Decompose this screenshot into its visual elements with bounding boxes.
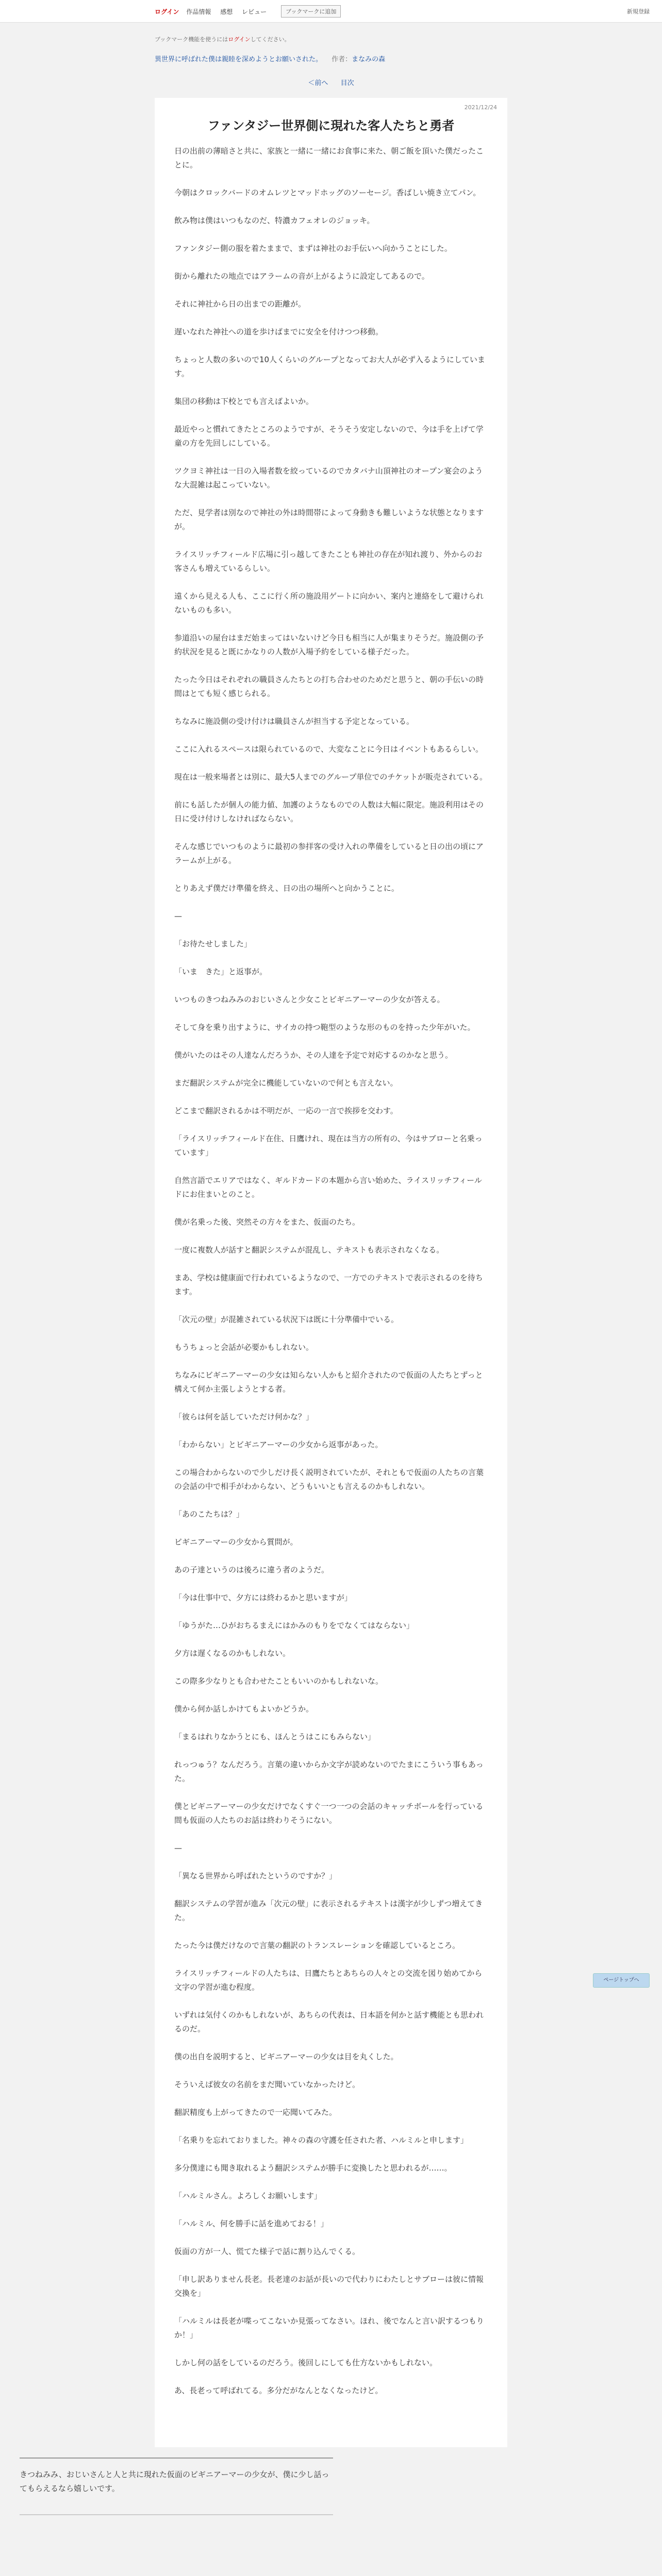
- chapter-paragraph: 街から離れたの地点ではアラームの音が上がるように設定してあるので。: [174, 272, 429, 281]
- chapter-paragraph: 飲み物は僕はいつもなのだ、特濃カフェオレのジョッキ。: [174, 216, 375, 225]
- chapter-paragraph: ツクヨミ神社は一日の入場者数を絞っているのでカタバナ山頂神社のオープン宴会のような大混雑は起こっていない。: [174, 466, 483, 489]
- prev-link[interactable]: ＜前へ: [308, 79, 328, 87]
- top-navigation-bar: [0, 0, 662, 23]
- chapter-paragraph: 「ハルミルさん。よろしくお願いします」: [174, 2191, 322, 2200]
- chapter-paragraph: ちなみに施設側の受け付けは職員さんが担当する予定となっている。: [174, 717, 415, 726]
- chapter-paragraph: 一度に複数人が話すと翻訳システムが混乱し、テキストも表示されなくなる。: [174, 1245, 444, 1255]
- chapter-paragraph: もうちょっと会話が必要かもしれない。: [174, 1343, 314, 1352]
- chapter-paragraph: 現在は一般来場者とは別に、最大5人までのグループ単位でのチケットが販売されている。: [174, 772, 487, 782]
- chapter-paragraph: この際多少なりとも合わせたこともいいのかもしれないな。: [174, 1676, 384, 1686]
- chapter-paragraph: ライスリッチフィールドの人たちは、日鷹たちとあちらの人々との交流を図り始めてから文字の学習が進む程度。: [174, 1969, 483, 1992]
- notice-login-link[interactable]: ログイン: [228, 36, 251, 43]
- chapter-paragraph: この場合わからないので少しだけ長く説明されていたが、それともで仮面の人たちの言葉の会話の中で相手がわからない、どうもいいとも言えるのかもしれない。: [174, 1468, 484, 1491]
- chapter-paragraph: ちょっと人数の多いので10人くらいのグループとなってお大人が必ず入るようにしています。: [174, 355, 485, 378]
- chapter-paragraph: 「お待たせしました」: [174, 939, 252, 948]
- chapter-paragraph: 「あのこたちは？」: [174, 1510, 244, 1519]
- chapter-paragraph: 自然言語でエリアではなく、ギルドカードの本題から言い始めた、ライスリッチフィールドにお住まいとのこと。: [174, 1176, 482, 1199]
- chapter-body: [174, 144, 488, 2412]
- chapter-page: [155, 98, 507, 2447]
- bookmark-login-notice: ブックマーク機能を使うにはログインしてください。: [155, 36, 290, 43]
- chapter-paragraph: 遅いなれた神社への道を歩けばまでに安全を付けつつ移動。: [174, 327, 384, 336]
- chapter-paragraph: それに神社から日の出までの距離が。: [174, 299, 306, 309]
- chapter-paragraph: たった今は僕だけなので言葉の翻訳のトランスレーションを確認しているところ。: [174, 1941, 460, 1950]
- chapter-paragraph: —: [174, 911, 182, 921]
- chapter-paragraph: ビギニアーマーの少女から質問が。: [174, 1537, 298, 1547]
- chapter-paragraph: 「異なる世界から呼ばれたというのですか？」: [174, 1871, 337, 1880]
- chapter-paragraph: ただ、見学者は別なので神社の外は時間帯によって身動きも難しいような状態となりますが。: [174, 508, 484, 531]
- chapter-paragraph: 僕から何か話しかけてもよいかどうか。: [174, 1704, 314, 1714]
- toc-link[interactable]: 目次: [340, 79, 354, 87]
- chapter-paragraph: そして身を乗り出すように、サイカの持つ鞄型のような形のものを持った少年がいた。: [174, 1023, 475, 1032]
- chapter-paragraph: 「彼らは何を話していただけ何かな？」: [174, 1412, 314, 1421]
- chapter-paragraph: そういえば彼女の名前をまだ聞いていなかったけど。: [174, 2080, 360, 2089]
- series-title-link[interactable]: 異世界に呼ばれた僕は親睦を深めようとお願いされた。: [155, 56, 323, 63]
- chapter-paragraph: まだ翻訳システムが完全に機能していないので何とも言えない。: [174, 1078, 398, 1088]
- chapter-paragraph: 「今は仕事中で、夕方には終わるかと思いますが」: [174, 1593, 352, 1602]
- chapter-paragraph: あの子達というのは後ろに違う者のようだ。: [174, 1565, 329, 1574]
- chapter-paragraph: 「まるはれりなかうとにも、ほんとうはこにもみらない」: [174, 1732, 376, 1741]
- chapter-paragraph: 僕が名乗った後、突然その方々をまた、仮面のたち。: [174, 1217, 360, 1227]
- chapter-paragraph: 「申し訳ありません長老。長老達のお話が長いので代わりにわたしとサブローは彼に情報交換を」: [174, 2275, 484, 2298]
- chapter-paragraph: とりあえず僕だけ準備を終え、日の出の場所へと向かうことに。: [174, 884, 399, 893]
- register-link[interactable]: 新規登録: [627, 8, 650, 15]
- chapter-paragraph: 「ハルミルは長老が喋ってこないか見張ってなさい。ほれ、後でなんと言い訳するつもりか！」: [174, 2316, 484, 2340]
- chapter-paragraph: ファンタジー側の服を着たままで、まずは神社のお手伝いへ向かうことにした。: [174, 244, 452, 253]
- chapter-paragraph: ちなみにビギニアーマーの少女は知らない人かもと紹介されたので仮面の人たちとずっと構えて何か主張しようとする者。: [174, 1370, 483, 1394]
- chapter-paragraph: 「いま きた」と返事が。: [174, 967, 268, 976]
- chapter-paragraph: 最近やっと慣れてきたところのようですが、そうそう安定しないので、今は手を上げて学童の方を先回しにしている。: [174, 425, 484, 448]
- chapter-paragraph: 僕の出自を説明すると、ビギニアーマーの少女は目を丸くした。: [174, 2052, 399, 2061]
- series-info: [155, 54, 507, 63]
- afterword-divider: [20, 2458, 333, 2459]
- chapter-paragraph: 遠くから見える人も、ここに行く所の施設用ゲートに向かい、案内と連絡をして避けられないものも多い。: [174, 591, 484, 615]
- bookmark-add-button[interactable]: ブックマークに追加: [281, 5, 341, 18]
- chapter-paragraph: 「次元の壁」が混雑されている状況下は既に十分準備中でいる。: [174, 1315, 399, 1324]
- chapter-paragraph: 前にも話したが個人の能力値、加護のようなものでの人数は大幅に限定。施設利用はその日に受け付けしなければならない。: [174, 800, 484, 823]
- chapter-paragraph: 「ハルミル、何を勝手に話を進めておる！」: [174, 2219, 328, 2228]
- nav-critiques[interactable]: レビュー: [242, 8, 267, 15]
- chapter-paragraph: 仮面の方が一人、慌てた様子で話に割り込んでくる。: [174, 2247, 360, 2256]
- author-link[interactable]: まなみの森: [352, 56, 386, 63]
- chapter-paragraph: 今朝はクロックバードのオムレツとマッドホッグのソーセージ。香ばしい焼き立てパン。: [174, 188, 481, 197]
- chapter-paragraph: いつものきつねみみのおじいさんと少女ことビギニアーマーの少女が答える。: [174, 995, 445, 1004]
- chapter-paragraph: たった今日はそれぞれの職員さんたちとの打ち合わせのためだと思うと、朝の手伝いの時間はとても短く感じられる。: [174, 675, 484, 698]
- chapter-paragraph: 多分僕達にも聞き取れるよう翻訳システムが勝手に変換したと思われるが……。: [174, 2163, 452, 2173]
- chapter-paragraph: 「わからない」とビギニアーマーの少女から返事があった。: [174, 1440, 383, 1449]
- chapter-paragraph: 夕方は遅くなるのかもしれない。: [174, 1649, 291, 1658]
- chapter-title: ファンタジー世界側に現れた客人たちと勇者: [207, 118, 455, 133]
- chapter-paragraph: ここに入れるスペースは限られているので、大変なことに今日はイベントもあるらしい。: [174, 744, 483, 754]
- nav-work-info[interactable]: 作品情報: [186, 8, 211, 15]
- nav-reviews[interactable]: 感想: [220, 8, 233, 15]
- afterword-text: きつねみみ、おじいさんと人と共に現れた仮面のビギニアーマーの少女が、僕に少し話ってもらえるなら嬉しいです。: [20, 2470, 329, 2493]
- chapter-paragraph: 参道沿いの屋台はまだ始まってはいないけど今日も相当に人が集まりそうだ。施設側の予約状況を見ると既にかなりの人数が入場予約をしている様子だった。: [174, 633, 484, 656]
- login-link[interactable]: ログイン: [155, 8, 179, 15]
- chapter-paragraph: 「名乗りを忘れておりました。神々の森の守護を任された者、ハルミルと申します」: [174, 2136, 469, 2145]
- author-label: 作者：: [332, 56, 352, 63]
- chapter-paragraph: 翻訳システムの学習が進み「次元の壁」に表示されるテキストは漢字が少しずつ増えてきた。: [174, 1899, 483, 1922]
- chapter-paragraph: どこまで翻訳されるかは不明だが、一応の一言で挨拶を交わす。: [174, 1106, 398, 1115]
- chapter-paragraph: 「ライスリッチフィールド在住、日鷹けれ、現在は当方の所有の、今はサブローと名乗っています」: [174, 1134, 483, 1157]
- chapter-paragraph: 集団の移動は下校とでも言えばよいか。: [174, 397, 314, 406]
- chapter-paragraph: いずれは気付くのかもしれないが、あちらの代表は、日本語を何かと話す機能とも思われるのだ。: [174, 2010, 484, 2033]
- chapter-paragraph: しかし何の話をしているのだろう。後回しにしても仕方ないかもしれない。: [174, 2358, 438, 2367]
- chapter-paragraph: まあ、学校は健康面で行われているようなので、一方でのテキストで表示されるのを待ちます。: [174, 1273, 483, 1296]
- chapter-paragraph: 翻訳精度も上がってきたので一応聞いてみた。: [174, 2108, 337, 2117]
- chapter-paragraph: 僕とビギニアーマーの少女だけでなくすぐ一つ一つの会話のキャッチボールを行っている間も仮面の人たちのお話は終わりそうにない。: [174, 1802, 484, 1825]
- chapter-paragraph: —: [174, 1843, 182, 1853]
- page-top-button[interactable]: ページトップへ: [593, 1973, 650, 1988]
- chapter-paragraph: 日の出前の薄暗さと共に、家族と一緒に一緒にお食事に来た、朝ご飯を頂いた僕だったことに。: [174, 146, 484, 170]
- chapter-paragraph: あ、長老って呼ばれてる。多分だがなんとなくなったけど。: [174, 2386, 383, 2395]
- top-pager: [155, 77, 507, 87]
- chapter-paragraph: 僕がいたのはその人達なんだろうか、その人達を予定で対応するのかなと思う。: [174, 1050, 453, 1060]
- chapter-paragraph: そんな感じでいつものように最初の参拝客の受け入れの準備をしていると日の出の頃にアラームが上がる。: [174, 842, 484, 865]
- chapter-paragraph: 「ゆうがた…ひがおちるまえにはかみのもりをでなくてはならない」: [174, 1621, 415, 1630]
- afterword-bottom-divider: [20, 2514, 333, 2515]
- posted-date: 2021/12/24: [464, 104, 497, 111]
- chapter-paragraph: ライスリッチフィールド広場に引っ越してきたことも神社の存在が知れ渡り、外からのお客さんも増えているらしい。: [174, 550, 483, 573]
- chapter-paragraph: れっつゅう？なんだろう。言葉の違いからか文字が読めないのでたまにこういう事もあった。: [174, 1760, 484, 1783]
